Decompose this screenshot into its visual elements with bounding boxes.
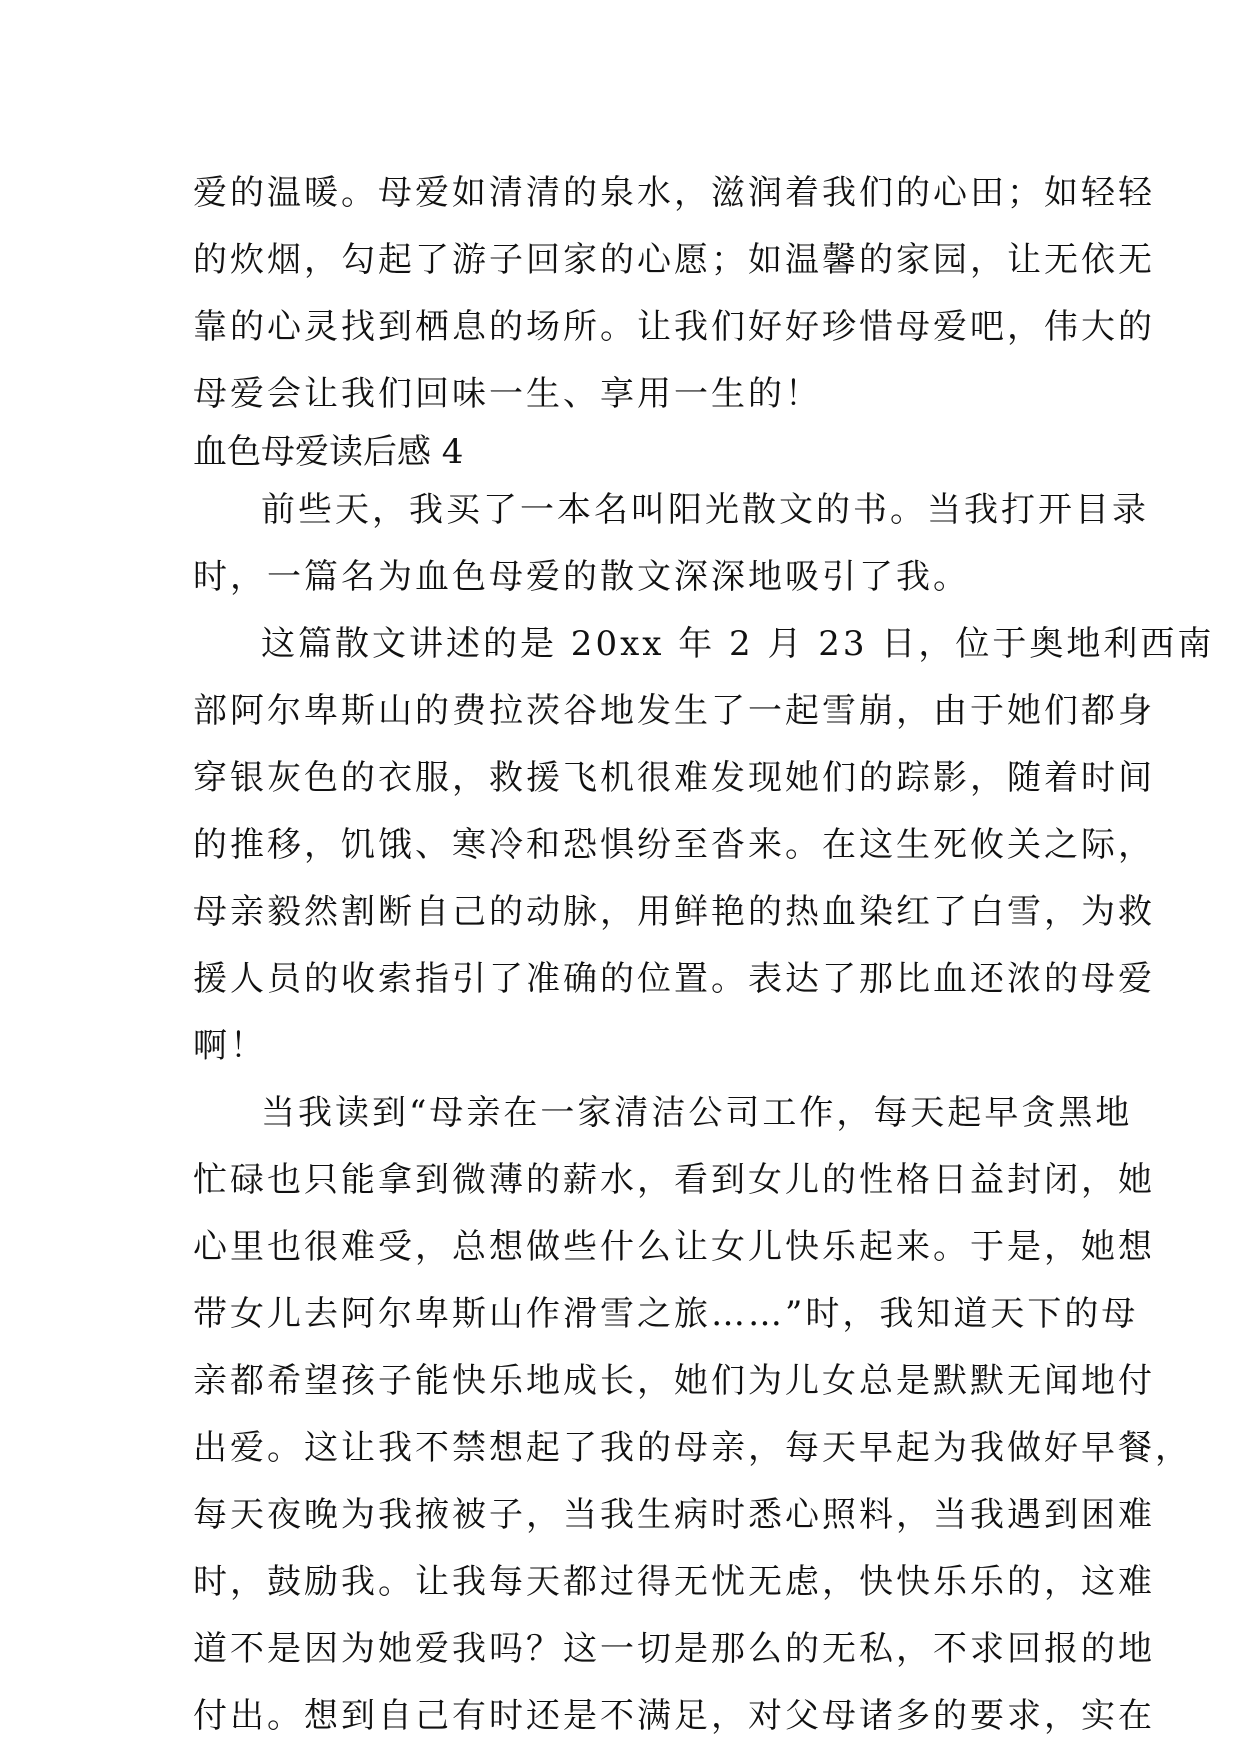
text-line: 前些天，我买了一本名叫阳光散文的书。当我打开目录 [261,490,1149,530]
text-line: 穿银灰色的衣服，救援飞机很难发现她们的踪影，随着时间 [193,758,1155,798]
paragraph-reflection [193,1080,1192,1750]
text-line: 心里也很难受，总想做些什么让女儿快乐起来。于是，她想 [193,1227,1155,1267]
text-line: 每天夜晚为我掖被子，当我生病时悉心照料，当我遇到困难 [193,1495,1155,1535]
text-line: 时，鼓励我。让我每天都过得无忧无虑，快快乐乐的，这难 [193,1562,1155,1602]
text-line: 援人员的收索指引了准确的位置。表达了那比血还浓的母爱 [193,959,1155,999]
text-line: 道不是因为她爱我吗？这一切是那么的无私，不求回报的地 [193,1629,1155,1669]
text-line: 母爱会让我们回味一生、享用一生的！ [193,374,822,414]
text-line: 靠的心灵找到栖息的场所。让我们好好珍惜母爱吧，伟大的 [193,307,1155,347]
text-line: 出爱。这让我不禁想起了我的母亲，每天早起为我做好早餐， [193,1428,1192,1468]
text-line: 这篇散文讲述的是 20xx 年 2 月 23 日，位于奥地利西南 [261,624,1215,664]
text-line: 付出。想到自己有时还是不满足，对父母诸多的要求，实在 [193,1696,1155,1736]
document-body [193,160,1215,1750]
text-line: 爱的温暖。母爱如清清的泉水，滋润着我们的心田；如轻轻 [193,173,1155,213]
text-line: 当我读到“母亲在一家清洁公司工作，每天起早贪黑地 [261,1093,1133,1133]
section-title: 血色母爱读后感 4 [193,432,464,472]
text-line: 亲都希望孩子能快乐地成长，她们为儿女总是默默无闻地付 [193,1361,1155,1401]
text-line: 忙碌也只能拿到微薄的薪水，看到女儿的性格日益封闭，她 [193,1160,1155,1200]
text-line: 时，一篇名为血色母爱的散文深深地吸引了我。 [193,557,970,597]
text-line: 母亲毅然割断自己的动脉，用鲜艳的热血染红了白雪，为救 [193,892,1155,932]
paragraph-story [193,611,1215,1080]
paragraph-intro [193,477,1149,611]
text-line: 啊！ [193,1026,267,1066]
text-line: 部阿尔卑斯山的费拉茨谷地发生了一起雪崩，由于她们都身 [193,691,1155,731]
text-line: 带女儿去阿尔卑斯山作滑雪之旅……”时，我知道天下的母 [193,1294,1139,1334]
text-line: 的推移，饥饿、寒冷和恐惧纷至沓来。在这生死攸关之际， [193,825,1155,865]
continuation-paragraph [193,160,1155,428]
text-line: 的炊烟，勾起了游子回家的心愿；如温馨的家园，让无依无 [193,240,1155,280]
